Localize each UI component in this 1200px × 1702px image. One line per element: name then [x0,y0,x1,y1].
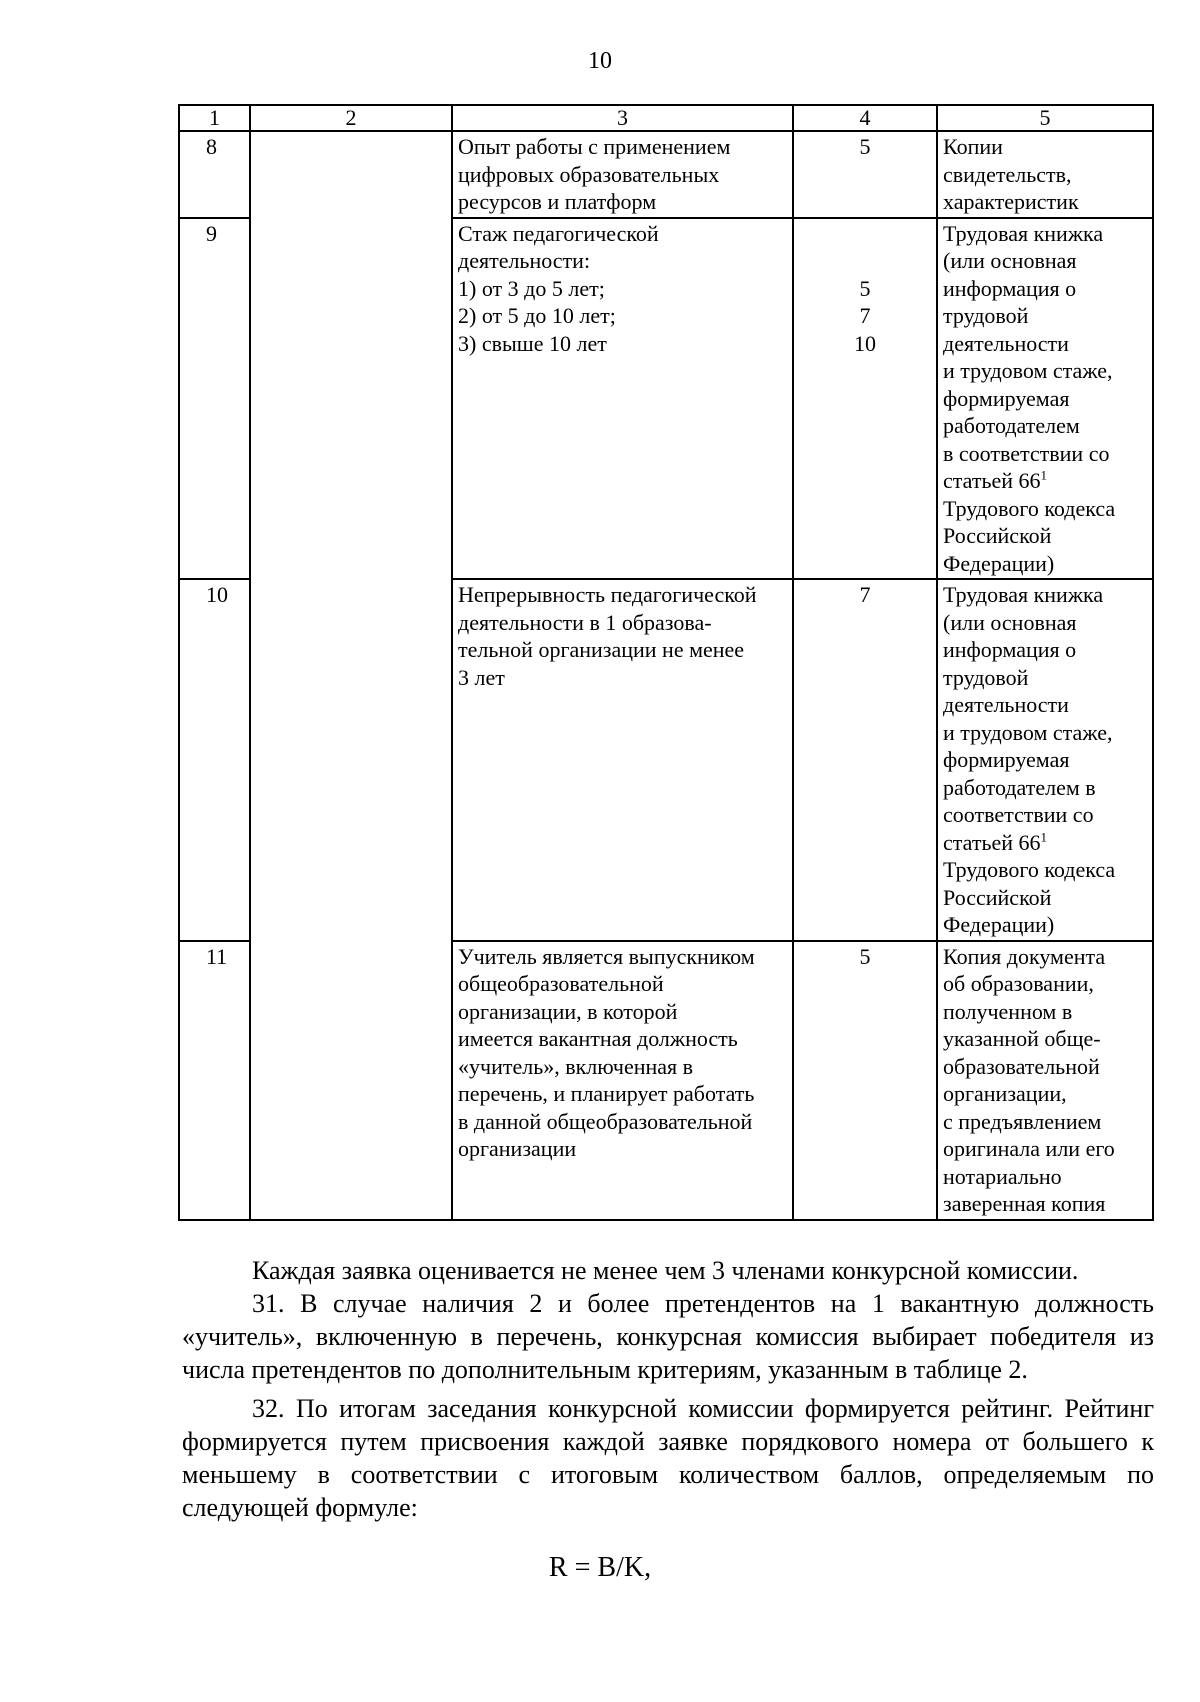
criterion-line: организации [458,1136,577,1161]
criterion-cell [452,941,793,1220]
header-col-2: 2 [250,105,452,131]
documents-cell [937,218,1153,580]
criterion-line: «учитель», включенная в [458,1053,694,1079]
score-cell [793,131,937,218]
rating-formula: R = B/K, [548,1552,652,1583]
header-col-5: 5 [937,105,1153,131]
criterion-line: Непрерывность педагогической [458,582,757,607]
documents-line: с предъявлением [943,1108,1102,1134]
criterion-line: Учитель является выпускником [458,943,755,969]
score-line: 5 [859,275,871,301]
documents-line: заверенная копия [943,1191,1106,1216]
header-col-3: 3 [452,105,793,131]
documents-line: в соответствии со [943,440,1110,466]
criterion-line: цифровых образовательных [458,161,720,187]
criterion-line: 3) свыше 10 лет [458,330,607,356]
paragraph-31: 31. В случае наличия 2 и более претендентов на 1 вакантную должность «учитель», включенную в перечень, конкурсная комиссия выбирает победителя из числа претендентов по дополнительным критериям, указанным в таблице 2. [182,1289,1154,1384]
documents-line: и трудовом стаже, [943,358,1113,383]
paragraph-32: 32. По итогам заседания конкурсной комиссии формируется рейтинг. Рейтинг формируется путем присвоения каждой заявке порядкового номера от большего к меньшему в соответствии с итоговым количеством баллов, определяемым по следующей формуле: [182,1394,1154,1522]
documents-line: об образовании, [943,971,1094,996]
paragraph-evaluation: Каждая заявка оценивается не менее чем 3 членами конкурсной комиссии. [252,1256,1079,1285]
documents-line: Российской [943,884,1052,910]
criterion-line: Стаж педагогической [458,220,659,246]
score-line: 5 [859,943,871,969]
score-line: 5 [859,134,871,159]
criterion-line: 3 лет [458,664,505,690]
page-number: 10 [588,48,612,74]
documents-line: (или основная [943,609,1077,635]
table-header-row [179,105,1153,131]
documents-line-text: статьей 66 [943,468,1041,493]
documents-line: деятельности [943,692,1069,717]
documents-line: нотариально [943,1163,1062,1189]
score-line: 10 [854,330,876,356]
documents-line: организации, [943,1081,1067,1106]
documents-line [943,467,1147,495]
table-row [179,131,1153,218]
criterion-line: 1) от 3 до 5 лет; [458,275,605,301]
score-line [799,247,931,275]
documents-line [943,829,1147,857]
documents-line: Трудового кодекса [943,495,1116,521]
score-line [799,220,931,248]
row-number: 8 [179,131,250,218]
criterion-line: организации, в которой [458,998,678,1024]
criterion-line: 2) от 5 до 10 лет; [458,303,616,328]
criterion-line: ресурсов и платформ [458,189,657,214]
header-col-1: 1 [179,105,250,131]
documents-line: указанной обще- [943,1026,1101,1051]
documents-line: работодателем в [943,774,1096,800]
criterion-cell [452,218,793,580]
criterion-line: Опыт работы с применением [458,134,731,159]
score-line: 7 [859,303,871,328]
criterion-cell [452,579,793,941]
documents-line: свидетельств, [943,161,1072,187]
body-text [182,1254,1154,1524]
criterion-line: в данной общеобразовательной [458,1108,753,1134]
documents-cell [937,941,1153,1220]
criterion-line: деятельности в 1 образова- [458,609,712,635]
score-line: 7 [859,582,871,607]
row-number: 11 [179,941,250,1220]
criterion-line: деятельности: [458,248,591,273]
documents-line: трудовой [943,303,1029,328]
criteria-table [178,104,1154,1221]
score-cell [793,941,937,1220]
documents-line-text: статьей 66 [943,829,1041,855]
documents-line: Федерации) [943,550,1055,576]
documents-line: трудовой [943,664,1029,690]
documents-line: работодателем [943,413,1080,438]
documents-line: Трудового кодекса [943,857,1116,882]
criterion-line: общеобразовательной [458,971,664,996]
criterion-line: имеется вакантная должность [458,1026,738,1051]
documents-line: Копии [943,134,1003,159]
documents-cell [937,131,1153,218]
score-cell [793,579,937,941]
footnote-superscript: 1 [1040,829,1048,845]
criterion-line: тельной организации не менее [458,637,745,662]
header-col-4: 4 [793,105,937,131]
documents-line: (или основная [943,248,1077,273]
documents-line: Федерации) [943,912,1055,937]
documents-line: Российской [943,523,1052,548]
documents-line: формируемая [943,385,1070,411]
documents-line: соответствии со [943,802,1094,827]
documents-line: формируемая [943,747,1070,772]
documents-line: информация о [943,275,1077,301]
documents-line: оригинала или его [943,1136,1115,1161]
documents-cell [937,579,1153,941]
criterion-cell [452,131,793,218]
merged-empty-cell [250,131,452,1220]
documents-line: полученном в [943,998,1073,1024]
documents-line: Трудовая книжка [943,582,1104,607]
documents-line: образовательной [943,1053,1100,1079]
documents-line: информация о [943,637,1077,662]
documents-line: Копия документа [943,943,1106,969]
row-number: 9 [179,218,250,580]
criterion-line: перечень, и планирует работать [458,1081,755,1106]
documents-line: Трудовая книжка [943,220,1104,246]
score-cell [793,218,937,580]
row-number: 10 [179,579,250,941]
documents-line: характеристик [943,189,1079,214]
footnote-superscript: 1 [1040,467,1048,483]
documents-line: деятельности [943,330,1069,356]
documents-line: и трудовом стаже, [943,719,1113,745]
